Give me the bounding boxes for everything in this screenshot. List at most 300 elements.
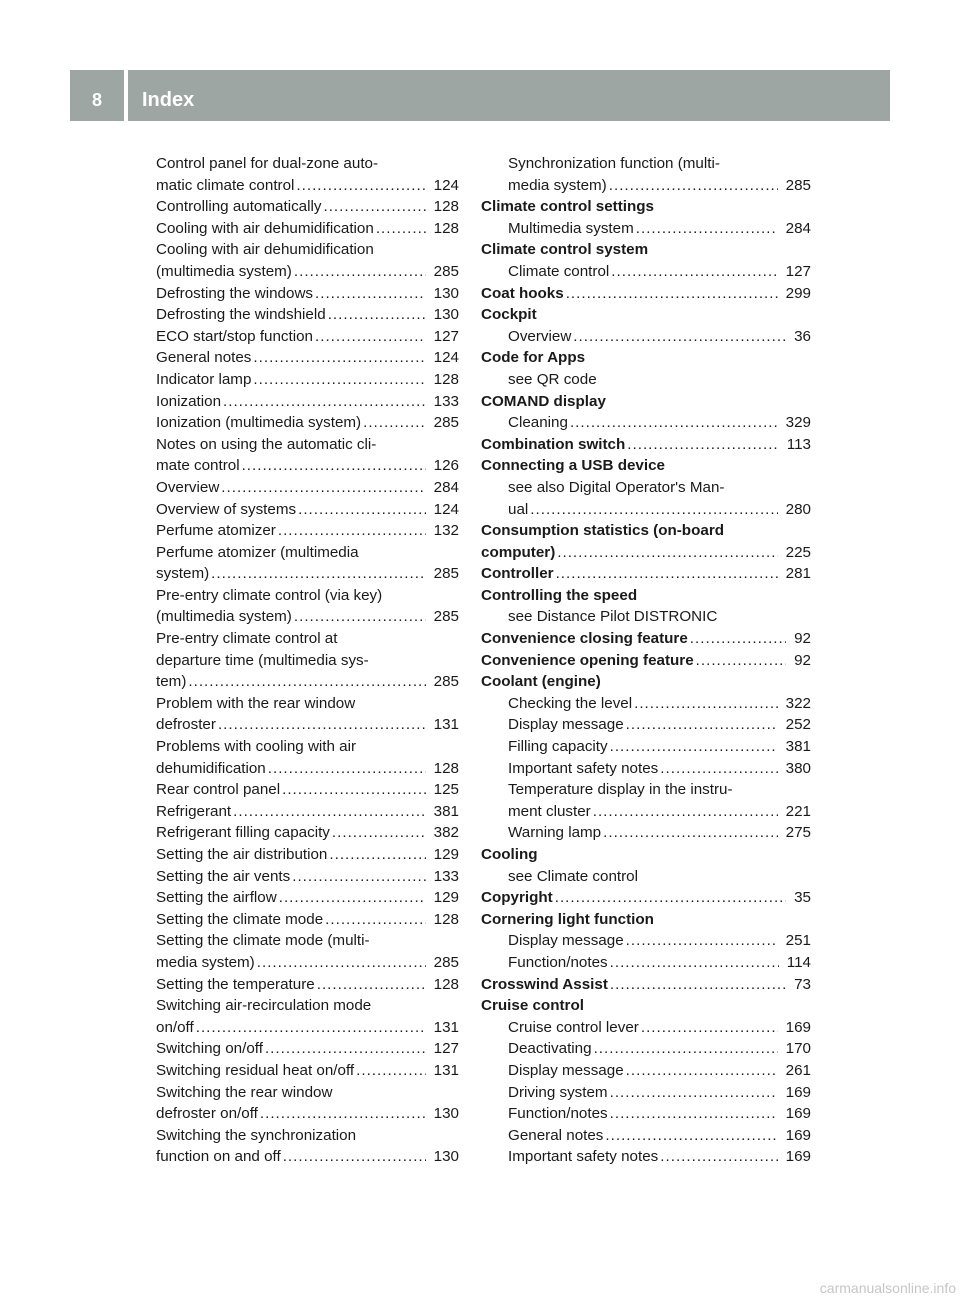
entry-text: Display message xyxy=(508,1061,624,1079)
leader-dots xyxy=(211,563,426,585)
entry-text: Cleaning xyxy=(508,414,568,432)
page-reference: 299 xyxy=(785,284,811,302)
entry-text: on/off xyxy=(156,1018,194,1036)
index-entry xyxy=(481,714,811,736)
index-entry xyxy=(156,714,459,736)
entry-text: Pre-entry climate control at xyxy=(156,630,338,648)
page-reference: 36 xyxy=(794,327,811,345)
entry-text: (multimedia system) xyxy=(156,608,292,626)
entry-text: Synchronization function (multi- xyxy=(508,155,720,172)
page-reference: 92 xyxy=(794,651,811,669)
entry-text: Function/notes xyxy=(508,1105,608,1123)
index-entry xyxy=(481,606,811,628)
leader-dots xyxy=(315,283,426,305)
page-reference: 280 xyxy=(785,500,811,518)
entry-text: Switching residual heat on/off xyxy=(156,1061,355,1079)
leader-dots xyxy=(253,369,425,391)
entry-text: Refrigerant filling capacity xyxy=(156,824,330,842)
leader-dots xyxy=(566,283,778,305)
leader-dots xyxy=(242,455,426,477)
page-reference: 380 xyxy=(785,759,811,777)
entry-text: computer) xyxy=(481,543,556,561)
index-entry xyxy=(481,1082,811,1104)
index-entry xyxy=(156,650,459,672)
entry-text: defroster xyxy=(156,716,216,734)
index-entry xyxy=(481,261,811,283)
entry-text: Climate control system xyxy=(481,241,649,259)
leader-dots xyxy=(265,1038,426,1060)
entry-text: Cruise control xyxy=(481,997,584,1015)
entry-text: Setting the temperature xyxy=(156,975,315,993)
entry-text: Code for Apps xyxy=(481,349,586,367)
page-reference: 285 xyxy=(785,176,811,194)
entry-text: departure time (multimedia sys- xyxy=(156,651,369,669)
entry-text: Perfume atomizer xyxy=(156,522,276,540)
page-reference: 124 xyxy=(433,176,459,194)
entry-text: Setting the climate mode (multi- xyxy=(156,932,370,950)
index-entry xyxy=(156,542,459,564)
page-reference: 133 xyxy=(433,867,459,885)
page-reference: 322 xyxy=(785,694,811,712)
page-reference: 285 xyxy=(433,565,459,583)
entry-text: General notes xyxy=(508,1126,604,1144)
leader-dots xyxy=(626,714,778,736)
page-reference: 130 xyxy=(433,1148,459,1166)
index-entry xyxy=(481,995,811,1017)
page-header xyxy=(70,70,890,121)
leader-dots xyxy=(260,1103,426,1125)
page-number: 8 xyxy=(91,90,102,110)
index-entry xyxy=(481,283,811,305)
index-entry xyxy=(156,520,459,542)
index-entry xyxy=(156,1060,459,1082)
leader-dots xyxy=(221,477,425,499)
index-entry xyxy=(481,1103,811,1125)
page-reference: 131 xyxy=(433,716,459,734)
leader-dots xyxy=(282,779,426,801)
index-entry xyxy=(156,218,459,240)
index-entry xyxy=(156,1146,459,1168)
entry-text: function on and off xyxy=(156,1148,281,1166)
index-entry xyxy=(481,326,811,348)
entry-text: Climate control xyxy=(508,262,610,280)
page-reference: 169 xyxy=(785,1105,811,1123)
page-reference: 285 xyxy=(433,262,459,280)
entry-text: Switching the rear window xyxy=(156,1083,333,1101)
entry-text: Convenience closing feature xyxy=(481,630,688,648)
page-reference: 127 xyxy=(785,262,811,280)
index-entry xyxy=(481,196,811,218)
leader-dots xyxy=(610,736,778,758)
page-reference: 381 xyxy=(433,802,459,820)
leader-dots xyxy=(556,563,778,585)
entry-text: Multimedia system xyxy=(508,219,634,237)
page-reference: 114 xyxy=(786,953,811,971)
entry-text: Display message xyxy=(508,716,624,734)
index-entry xyxy=(156,563,459,585)
page-reference: 284 xyxy=(433,478,459,496)
leader-dots xyxy=(557,542,777,564)
entry-text: Problem with the rear window xyxy=(156,694,356,712)
entry-text: Function/notes xyxy=(508,953,608,971)
leader-dots xyxy=(317,974,426,996)
entry-text: Filling capacity xyxy=(508,738,608,756)
entry-text: matic climate control xyxy=(156,176,295,194)
page-reference: 170 xyxy=(785,1040,811,1058)
leader-dots xyxy=(363,412,426,434)
index-entry xyxy=(481,391,811,413)
entry-text: Consumption statistics (on-board xyxy=(481,522,724,540)
watermark: carmanualsonline.info xyxy=(819,1280,956,1296)
leader-dots xyxy=(283,1146,426,1168)
page-reference: 133 xyxy=(433,392,459,410)
leader-dots xyxy=(279,887,426,909)
index-entry xyxy=(156,261,459,283)
leader-dots xyxy=(223,391,426,413)
index-entry xyxy=(156,758,459,780)
page-reference: 130 xyxy=(433,284,459,302)
index-entry xyxy=(481,1038,811,1060)
page-reference: 129 xyxy=(433,846,459,863)
entry-text: Coolant (engine) xyxy=(481,673,601,691)
entry-text: Notes on using the automatic cli- xyxy=(156,435,377,453)
index-entry xyxy=(156,952,459,974)
index-entry xyxy=(481,1017,811,1039)
index-entry xyxy=(156,1082,459,1104)
entry-text: dehumidification xyxy=(156,759,266,777)
index-entry xyxy=(156,736,459,758)
leader-dots xyxy=(294,606,426,628)
entry-text: Temperature display in the instru- xyxy=(508,781,733,799)
index-entry xyxy=(156,196,459,218)
page-reference: 128 xyxy=(433,910,459,928)
entry-text: Crosswind Assist xyxy=(481,975,608,993)
index-entry xyxy=(156,930,459,952)
entry-text: Ionization xyxy=(156,392,222,410)
page-reference: 169 xyxy=(785,1083,811,1101)
index-entry xyxy=(156,1125,459,1147)
entry-text: Cooling with air dehumidification xyxy=(156,219,374,237)
page-reference: 132 xyxy=(433,522,459,540)
entry-text: Important safety notes xyxy=(508,1148,659,1166)
index-entry xyxy=(481,585,811,607)
entry-text: Setting the airflow xyxy=(156,889,277,907)
entry-text: Switching air-recirculation mode xyxy=(156,997,372,1015)
index-entry xyxy=(481,844,811,866)
index-entry xyxy=(481,736,811,758)
page-reference: 252 xyxy=(785,716,811,734)
index-entry xyxy=(156,391,459,413)
index-entry xyxy=(156,995,459,1017)
page-reference: 113 xyxy=(786,435,811,453)
entry-text: tem) xyxy=(156,673,187,691)
index-entry xyxy=(156,1017,459,1039)
leader-dots xyxy=(641,1017,778,1039)
leader-dots xyxy=(636,218,778,240)
leader-dots xyxy=(696,650,786,672)
page-reference: 381 xyxy=(785,738,811,756)
page-reference: 285 xyxy=(433,953,459,971)
index-entry xyxy=(156,347,459,369)
index-entry xyxy=(156,283,459,305)
index-entry xyxy=(481,887,811,909)
entry-text: Setting the air distribution xyxy=(156,846,328,863)
page-reference: 130 xyxy=(433,306,459,324)
index-entry xyxy=(481,434,811,456)
leader-dots xyxy=(626,1060,778,1082)
index-entry xyxy=(481,369,811,391)
index-entry xyxy=(156,175,459,197)
entry-text: Cornering light function xyxy=(481,910,654,928)
page-reference: 129 xyxy=(433,889,459,907)
entry-text: Controller xyxy=(481,565,554,583)
index-entry xyxy=(481,304,811,326)
index-entry xyxy=(156,455,459,477)
leader-dots xyxy=(296,175,425,197)
page-reference: 73 xyxy=(794,975,811,993)
entry-text: Controlling automatically xyxy=(156,198,322,216)
index-entry xyxy=(481,758,811,780)
index-entry xyxy=(156,153,459,175)
entry-text: ECO start/stop function xyxy=(156,327,314,345)
leader-dots xyxy=(323,196,425,218)
index-entry xyxy=(481,1125,811,1147)
index-entry xyxy=(156,434,459,456)
leader-dots xyxy=(325,909,426,931)
index-entry xyxy=(156,822,459,844)
page-reference: 128 xyxy=(433,370,459,388)
entry-text: Rear control panel xyxy=(156,781,281,799)
entry-text: General notes xyxy=(156,349,252,367)
entry-text: Problems with cooling with air xyxy=(156,738,357,756)
page-reference: 225 xyxy=(785,543,811,561)
index-entry xyxy=(481,909,811,931)
page-reference: 124 xyxy=(433,349,459,367)
leader-dots xyxy=(376,218,426,240)
leader-dots xyxy=(660,1146,777,1168)
entry-text: Ionization (multimedia system) xyxy=(156,414,362,432)
leader-dots xyxy=(634,693,778,715)
index-entry xyxy=(481,477,811,499)
index-entry xyxy=(156,671,459,693)
index-entry xyxy=(156,866,459,888)
entry-text: Cooling with air dehumidification xyxy=(156,241,374,259)
page-reference: 284 xyxy=(785,219,811,237)
index-entry xyxy=(481,153,811,175)
page-reference: 329 xyxy=(785,414,811,432)
page-reference: 261 xyxy=(785,1061,811,1079)
leader-dots xyxy=(573,326,786,348)
entry-text: ual xyxy=(508,500,529,518)
entry-text: Overview xyxy=(156,478,220,496)
entry-text: COMAND display xyxy=(481,392,606,410)
leader-dots xyxy=(233,801,426,823)
index-entry xyxy=(156,369,459,391)
page-reference: 92 xyxy=(794,630,811,648)
index-entry xyxy=(156,844,459,866)
leader-dots xyxy=(660,758,777,780)
page-reference: 285 xyxy=(433,608,459,626)
page-reference: 281 xyxy=(785,565,811,583)
entry-text: Copyright xyxy=(481,889,553,907)
leader-dots xyxy=(594,1038,778,1060)
entry-text: Pre-entry climate control (via key) xyxy=(156,586,383,604)
entry-text: Cruise control lever xyxy=(508,1018,639,1036)
entry-text: Combination switch xyxy=(481,435,626,453)
leader-dots xyxy=(603,822,778,844)
index-entry xyxy=(481,175,811,197)
index-entry xyxy=(156,499,459,521)
leader-dots xyxy=(627,434,779,456)
index-entry xyxy=(156,909,459,931)
index-entry xyxy=(156,628,459,650)
entry-text: see QR code xyxy=(508,370,597,388)
index-entry xyxy=(481,801,811,823)
page-reference: 130 xyxy=(433,1105,459,1123)
entry-text: media system) xyxy=(156,953,255,971)
index-entry xyxy=(156,239,459,261)
index-entry xyxy=(156,326,459,348)
entry-text: Cooling xyxy=(481,846,538,863)
leader-dots xyxy=(332,822,426,844)
leader-dots xyxy=(292,866,425,888)
entry-text: Convenience opening feature xyxy=(481,651,694,669)
entry-text: defroster on/off xyxy=(156,1105,258,1123)
entry-text: Perfume atomizer (multimedia xyxy=(156,543,359,561)
page-reference: 128 xyxy=(433,198,459,216)
index-entry xyxy=(481,563,811,585)
leader-dots xyxy=(328,304,426,326)
leader-dots xyxy=(690,628,786,650)
entry-text: Refrigerant xyxy=(156,802,232,820)
entry-text: Display message xyxy=(508,932,624,950)
entry-text: Overview xyxy=(508,327,572,345)
page-reference: 124 xyxy=(433,500,459,518)
index-entry xyxy=(481,239,811,261)
entry-text: Switching on/off xyxy=(156,1040,263,1058)
header-divider xyxy=(124,70,128,121)
entry-text: Switching the synchronization xyxy=(156,1126,357,1144)
entry-text: Important safety notes xyxy=(508,759,659,777)
index-entry xyxy=(481,952,811,974)
leader-dots xyxy=(298,499,426,521)
index-entry xyxy=(481,1146,811,1168)
entry-text: media system) xyxy=(508,176,607,194)
page-reference: 251 xyxy=(785,932,811,950)
entry-text: Connecting a USB device xyxy=(481,457,665,475)
entry-text: Setting the climate mode xyxy=(156,910,324,928)
entry-text: see Distance Pilot DISTRONIC xyxy=(508,608,718,626)
page-reference: 127 xyxy=(433,327,459,345)
leader-dots xyxy=(555,887,786,909)
entry-text: Indicator lamp xyxy=(156,370,252,388)
entry-text: ment cluster xyxy=(508,802,591,820)
page-reference: 35 xyxy=(794,889,811,907)
leader-dots xyxy=(188,671,425,693)
index-entry xyxy=(481,1060,811,1082)
index-entry xyxy=(156,304,459,326)
entry-text: Overview of systems xyxy=(156,500,297,518)
leader-dots xyxy=(257,952,426,974)
index-entry xyxy=(481,650,811,672)
entry-text: Control panel for dual-zone auto- xyxy=(156,155,379,172)
index-entry xyxy=(481,455,811,477)
entry-text: Driving system xyxy=(508,1083,608,1101)
leader-dots xyxy=(196,1017,426,1039)
page-reference: 285 xyxy=(433,673,459,691)
leader-dots xyxy=(610,974,786,996)
leader-dots xyxy=(609,175,778,197)
index-entry xyxy=(156,585,459,607)
leader-dots xyxy=(253,347,425,369)
index-entry xyxy=(481,412,811,434)
leader-dots xyxy=(593,801,778,823)
index-entry xyxy=(481,671,811,693)
index-entry xyxy=(156,887,459,909)
entry-text: see Climate control xyxy=(508,867,638,885)
leader-dots xyxy=(626,930,778,952)
index-entry xyxy=(481,930,811,952)
entry-text: Deactivating xyxy=(508,1040,592,1058)
page-reference: 285 xyxy=(433,414,459,432)
leader-dots xyxy=(610,1082,778,1104)
leader-dots xyxy=(329,844,425,866)
section-title: Index xyxy=(142,89,195,111)
page-reference: 275 xyxy=(785,824,811,842)
page-reference: 125 xyxy=(433,781,459,799)
page-reference: 169 xyxy=(785,1126,811,1144)
leader-dots xyxy=(611,261,777,283)
page-reference: 126 xyxy=(433,457,459,475)
index-entry xyxy=(156,974,459,996)
page-reference: 169 xyxy=(785,1018,811,1036)
leader-dots xyxy=(268,758,426,780)
entry-text: Defrosting the windshield xyxy=(156,306,326,324)
leader-dots xyxy=(530,499,777,521)
index-entry xyxy=(481,499,811,521)
index-entry xyxy=(481,974,811,996)
index-entry xyxy=(481,628,811,650)
index-entry xyxy=(156,779,459,801)
entry-text: Coat hooks xyxy=(481,284,564,302)
leader-dots xyxy=(610,952,779,974)
entry-text: Cockpit xyxy=(481,306,537,324)
entry-text: Checking the level xyxy=(508,694,633,712)
leader-dots xyxy=(315,326,426,348)
entry-text: mate control xyxy=(156,457,240,475)
leader-dots xyxy=(610,1103,778,1125)
page-reference: 128 xyxy=(433,759,459,777)
page-reference: 131 xyxy=(433,1061,459,1079)
page-reference: 127 xyxy=(433,1040,459,1058)
page-reference: 128 xyxy=(433,975,459,993)
index-entry xyxy=(481,779,811,801)
index-entry xyxy=(481,693,811,715)
entry-text: Controlling the speed xyxy=(481,586,638,604)
index-entry xyxy=(156,801,459,823)
entry-text: Warning lamp xyxy=(508,824,602,842)
leader-dots xyxy=(294,261,426,283)
entry-text: (multimedia system) xyxy=(156,262,292,280)
index-entry xyxy=(481,866,811,888)
page-reference: 128 xyxy=(433,219,459,237)
page-reference: 382 xyxy=(433,824,459,842)
page-reference: 221 xyxy=(785,802,811,820)
page-reference: 169 xyxy=(785,1148,811,1166)
entry-text: Defrosting the windows xyxy=(156,284,314,302)
index-entry xyxy=(481,520,811,542)
index-column-right xyxy=(481,153,811,1168)
